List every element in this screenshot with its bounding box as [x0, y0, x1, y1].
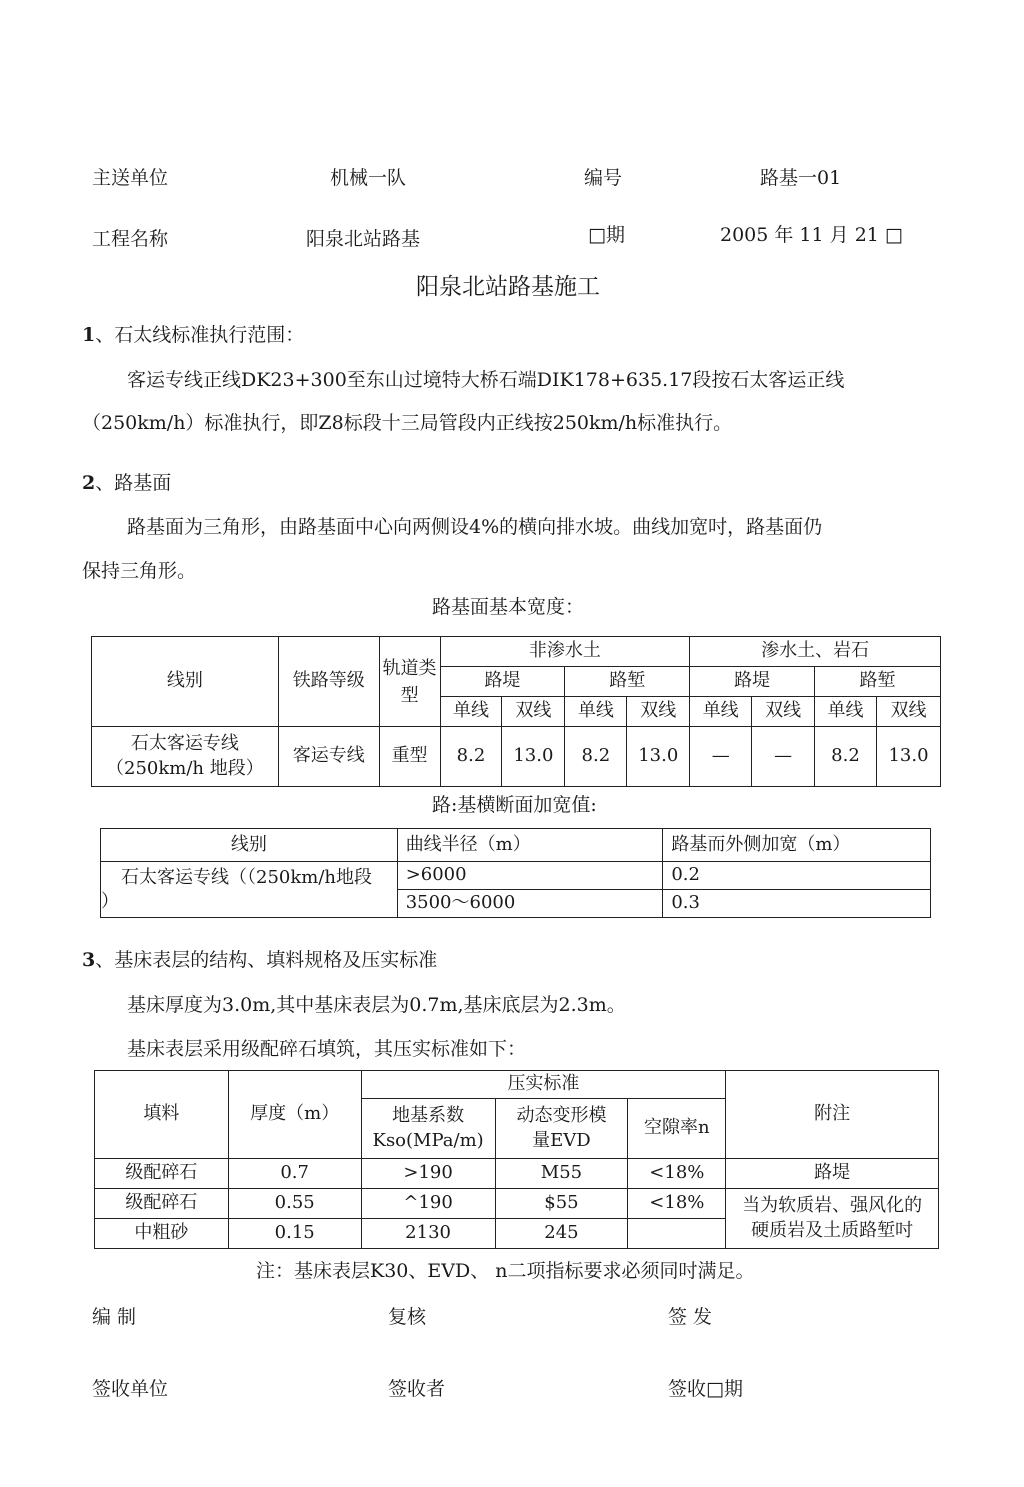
sender-label: 主送单位: [92, 167, 169, 189]
t3-n: <18%: [628, 1189, 726, 1219]
subgrade-width-table: [91, 636, 941, 787]
section1-number: 1: [82, 324, 96, 346]
t2-widen-1: 0.2: [663, 862, 931, 890]
t1-header-grade: 铁路等级: [278, 637, 379, 727]
receive-date-label: 签收□期: [668, 1378, 743, 1400]
t1-row-grade: 客运专线: [278, 727, 379, 787]
sender-value: 机械一队: [330, 167, 407, 189]
t1-cell: 13.0: [627, 727, 690, 787]
date-label: □期: [588, 224, 625, 246]
t3-fill: 级配碎石: [95, 1159, 229, 1189]
issue-label: 签 发: [668, 1306, 713, 1328]
section2-heading: [82, 468, 171, 495]
t3-header-thickness: 厚度（m）: [228, 1071, 361, 1159]
t2-row-line-1: 石太客运专线（（250km/h地段: [121, 867, 372, 888]
section1-heading-text: 、石太线标准执行范围：: [95, 324, 305, 346]
number-label: 编号: [584, 167, 623, 189]
date-value: 2005 年 11 月 21 □: [720, 224, 903, 246]
t1-cell: 13.0: [502, 727, 565, 787]
t1-header-double: 双线: [627, 697, 690, 727]
table2-caption: 路:基横断面加宽值:: [432, 794, 597, 816]
t1-header-cutting: 路堑: [565, 667, 690, 697]
t1-cell: —: [690, 727, 752, 787]
t1-header-embankment: 路堤: [440, 667, 565, 697]
table-row: [95, 1159, 939, 1189]
receiver-label: 签收者: [388, 1378, 446, 1400]
compaction-table: [94, 1070, 939, 1249]
t3-k: >190: [361, 1159, 495, 1189]
t3-k: 2130: [361, 1219, 495, 1249]
section3-para-line1: 基床厚度为3.0m,其中基床表层为0.7m,基床底层为2.3m。: [127, 994, 626, 1016]
t1-row-line: [92, 727, 279, 787]
t3-n: <18%: [628, 1159, 726, 1189]
t1-cell: 13.0: [876, 727, 940, 787]
section3-number: 3: [82, 949, 96, 971]
t3-evd: $55: [495, 1189, 628, 1219]
section1-heading: [82, 320, 304, 347]
t3-remark-1: 路堤: [726, 1159, 939, 1189]
t2-header-line: 线别: [101, 829, 398, 862]
t1-row-track: 重型: [379, 727, 440, 787]
table-row: [95, 1189, 939, 1219]
t1-header-double: 双线: [876, 697, 940, 727]
review-label: 复核: [388, 1306, 427, 1328]
t3-thickness: 0.7: [228, 1159, 361, 1189]
t3-remark-2b: 硬质岩及土质路堑吋: [751, 1219, 914, 1241]
section2-number: 2: [82, 472, 96, 494]
document-title: 阳泉北站路基施工: [416, 274, 600, 300]
section2-para-line2: 保持三角形。: [82, 560, 197, 582]
t3-evd: M55: [495, 1159, 628, 1189]
section3-para-line2: 基床表层采用级配碎石填筑，其压实标准如下：: [127, 1038, 527, 1060]
t2-widen-2: 0.3: [663, 890, 931, 918]
compile-label: 编 制: [92, 1306, 137, 1328]
t1-header-single: 单线: [815, 697, 877, 727]
section3-heading: [82, 945, 437, 972]
t3-header-fill: 填料: [95, 1071, 229, 1159]
table-row: [101, 862, 931, 890]
t3-header-evd-1: 动态变形模: [516, 1105, 607, 1127]
t3-header-evd-2: 量EVD: [532, 1129, 591, 1151]
t1-header-single: 单线: [440, 697, 502, 727]
t1-cell: 8.2: [565, 727, 627, 787]
section1-para-line2: （250km/h）标准执行，即Z8标段十三局管段内正线按250km/h标准执行。: [82, 412, 733, 434]
table-row: [92, 727, 941, 787]
t3-header-k: [361, 1099, 495, 1159]
t2-radius-2: 3500〜6000: [397, 890, 663, 918]
t3-k: ^190: [361, 1189, 495, 1219]
t1-header-track: 轨道类型: [379, 637, 440, 727]
t2-header-radius: 曲线半径（m）: [397, 829, 663, 862]
t2-radius-1: >6000: [397, 862, 663, 890]
project-label: 工程名称: [92, 228, 169, 250]
t1-header-nonpermeable: 非渗水土: [440, 637, 690, 667]
t3-header-n: 空隙率n: [628, 1099, 726, 1159]
section3-note: 注：基床表层K30、EVD、 n二项指标要求必须同吋满足。: [256, 1260, 755, 1282]
t3-remark-2: [726, 1189, 939, 1249]
t1-header-single: 单线: [565, 697, 627, 727]
t3-evd: 245: [495, 1219, 628, 1249]
t1-header-double: 双线: [502, 697, 565, 727]
t2-row-line-2: ）: [101, 891, 119, 913]
t1-header-double: 双线: [752, 697, 815, 727]
t3-remark-2a: 当为软质岩、强风化的: [742, 1195, 923, 1217]
table1-caption: 路基面基本宽度：: [432, 596, 585, 618]
section2-para-line1: 路基面为三角形，由路基面中心向两侧设4%的横向排水坡。曲线加宽吋，路基面仍: [127, 516, 823, 538]
receive-unit-label: 签收单位: [92, 1378, 169, 1400]
t1-row-line-2: （250km/h 地段）: [106, 757, 264, 779]
t3-thickness: 0.55: [228, 1189, 361, 1219]
t2-row-line: [101, 862, 398, 918]
t3-n: [628, 1219, 726, 1249]
section2-heading-text: 、路基面: [95, 472, 172, 494]
t1-header-permeable: 渗水土、岩石: [690, 637, 941, 667]
section1-para-line1: 客运专线正线DK23+300至东山过境特大桥石端DIK178+635.17段按石太客运正线: [127, 369, 845, 391]
t3-header-compaction: 压实标准: [361, 1071, 726, 1099]
project-value: 阳泉北站路基: [306, 228, 421, 250]
t1-header-cutting: 路堑: [815, 667, 941, 697]
t1-header-embankment: 路堤: [690, 667, 815, 697]
t1-cell: 8.2: [440, 727, 502, 787]
t2-header-widen: 路基而外侧加宽（m）: [663, 829, 931, 862]
t3-fill: 级配碎石: [95, 1189, 229, 1219]
t3-fill: 中粗砂: [95, 1219, 229, 1249]
t3-header-k-1: 地基系数: [392, 1105, 465, 1127]
t3-thickness: 0.15: [228, 1219, 361, 1249]
section3-heading-text: 、基床表层的结构、填料规格及压实标准: [95, 949, 438, 971]
t1-cell: —: [752, 727, 815, 787]
widening-table: [100, 828, 931, 918]
t1-header-single: 单线: [690, 697, 752, 727]
t3-header-evd: [495, 1099, 628, 1159]
t3-header-k-2: Kso(MPa/m): [372, 1129, 484, 1151]
t3-header-remark: 附注: [726, 1071, 939, 1159]
t1-row-line-1: 石太客运专线: [130, 733, 239, 755]
t1-header-line: 线别: [92, 637, 279, 727]
number-value: 路基一01: [760, 167, 842, 189]
t1-cell: 8.2: [815, 727, 877, 787]
